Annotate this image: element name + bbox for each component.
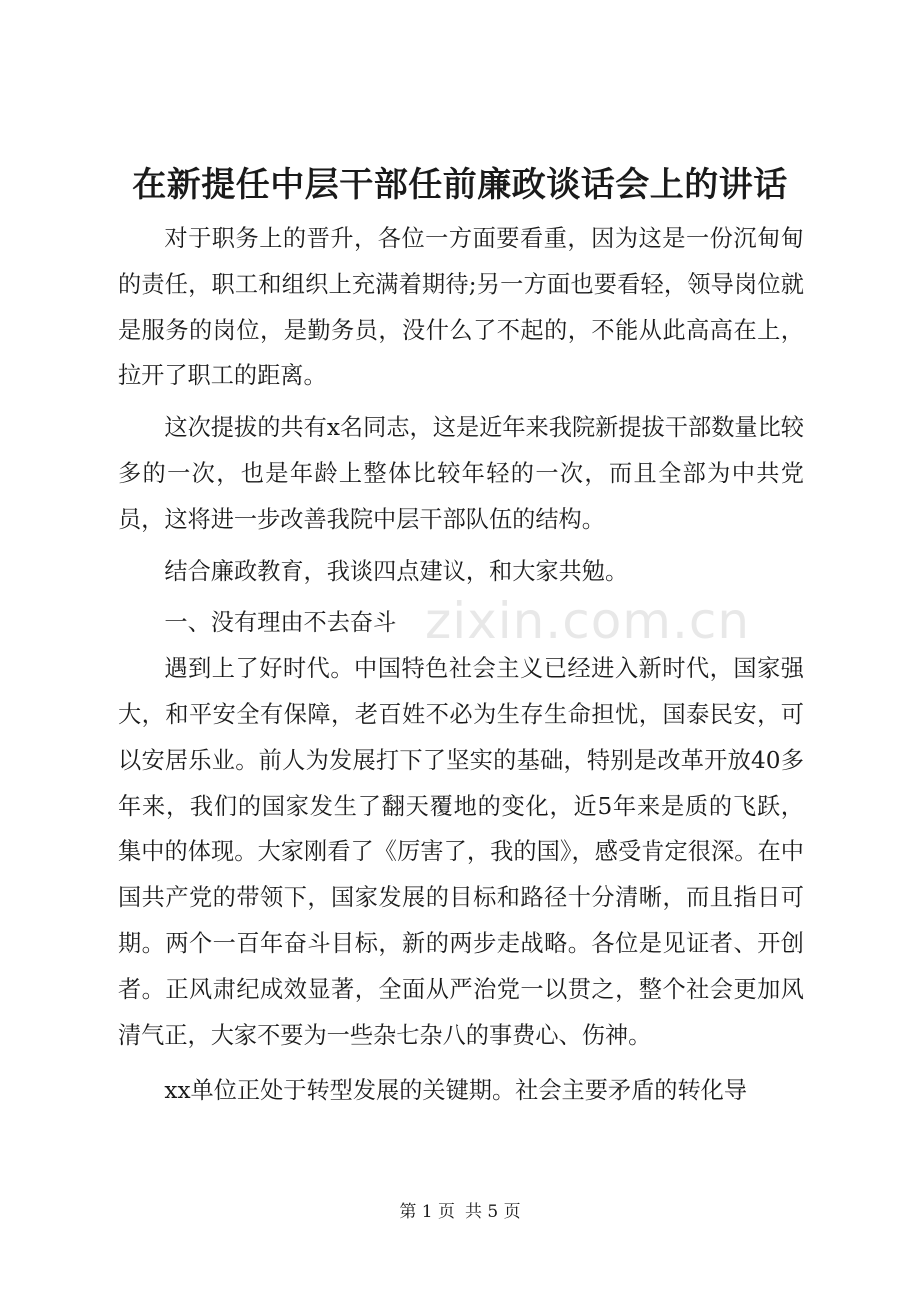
paragraph: xx单位正处于转型发展的关键期。社会主要矛盾的转化导 <box>164 1077 748 1105</box>
paragraph: 这次提拔的共有x名同志，这是近年来我院新提拔干部数量比较多的一次，也是年龄上整体比较年轻的一次，而且全部为中共党员，这将进一步改善我院中层干部队伍的结构。 <box>118 414 804 533</box>
paragraph: 对于职务上的晋升，各位一方面要看重，因为这是一份沉甸甸的责任，职工和组织上充满着期待;另一方面也要看轻，领导岗位就是服务的岗位，是勤务员，没什么了不起的，不能从此高高在上，拉开了职工的距离。 <box>118 225 804 390</box>
page-number: 第 1 页 <box>399 1202 455 1222</box>
page-footer <box>0 1200 920 1224</box>
section-heading: 一、没有理由不去奋斗 <box>164 609 397 637</box>
paragraph: 结合廉政教育，我谈四点建议，和大家共勉。 <box>164 557 629 585</box>
paragraph: 遇到上了好时代。中国特色社会主义已经进入新时代，国家强大，和平安全有保障，老百姓不必为生存生命担忧，国泰民安，可以安居乐业。前人为发展打下了坚实的基础，特别是改革开放40多年来，我们的国家发生了翻天覆地的变化，近5年来是质的飞跃，集中的体现。大家刚看了《厉害了，我的国》，感受肯定很深。在中国共产党的带领下，国家发展的目标和路径十分清晰，而且指日可期。两个一百年奋斗目标，新的两步走战略。各位是见证者、开创者。正风肃纪成效显著，全面从严治党一以贯之，整个社会更加风清气正，大家不要为一些杂七杂八的事费心、伤神。 <box>118 655 804 1049</box>
page-total: 共 5 页 <box>465 1202 521 1222</box>
document-title: 在新提任中层干部任前廉政谈话会上的讲话 <box>132 165 788 205</box>
document-body <box>118 216 804 1114</box>
watermark: zixin.com.cn <box>425 592 751 650</box>
